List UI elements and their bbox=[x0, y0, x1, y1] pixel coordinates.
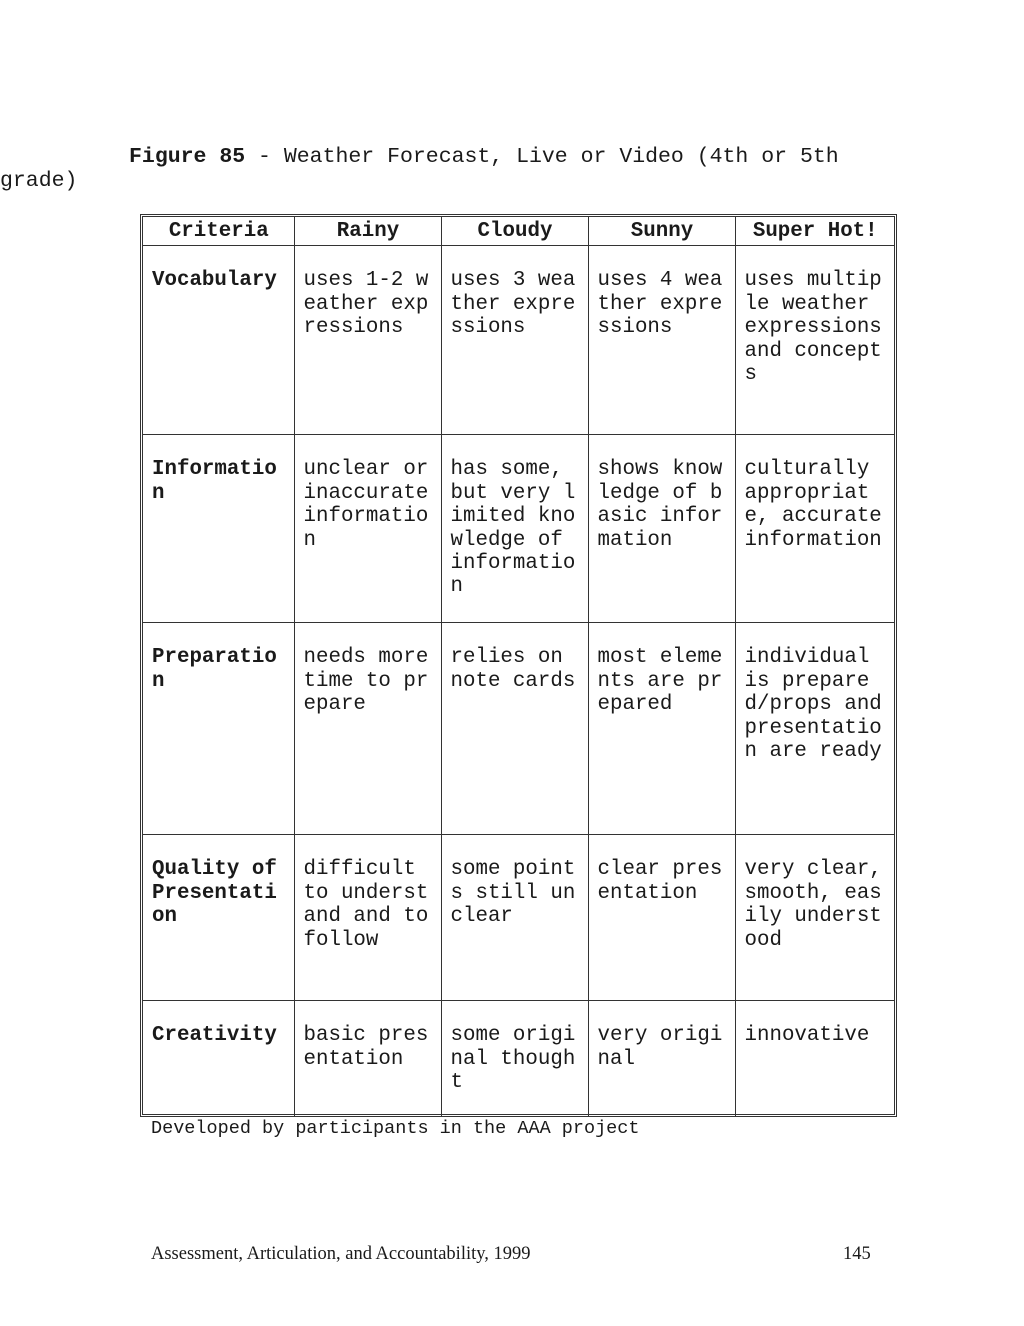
rubric-cell: basic presentation bbox=[294, 1001, 441, 1117]
criterion-cell: Preparation bbox=[143, 623, 294, 835]
table-row bbox=[143, 623, 894, 835]
criterion-cell: Quality of Presentation bbox=[143, 835, 294, 1001]
rubric-cell: clear presentation bbox=[588, 835, 735, 1001]
footer-title: Assessment, Articulation, and Accountability, 1999 bbox=[151, 1244, 531, 1264]
rubric-cell: uses 1-2 weather expressions bbox=[294, 246, 441, 435]
criterion-cell: Creativity bbox=[143, 1001, 294, 1117]
figure-title: - Weather Forecast, Live or Video (4th or 5th bbox=[245, 145, 839, 169]
header-rainy: Rainy bbox=[294, 217, 441, 246]
rubric-cell: uses 3 weather expressions bbox=[441, 246, 588, 435]
figure-label: Figure 85 bbox=[129, 145, 246, 169]
rubric-cell: some original thought bbox=[441, 1001, 588, 1117]
rubric-table bbox=[140, 214, 897, 1117]
rubric-cell: very original bbox=[588, 1001, 735, 1117]
header-sunny: Sunny bbox=[588, 217, 735, 246]
rubric-cell: has some, but very limited knowledge of information bbox=[441, 435, 588, 623]
header-cloudy: Cloudy bbox=[441, 217, 588, 246]
table-row bbox=[143, 835, 894, 1001]
rubric-cell: culturally appropriate, accurate information bbox=[735, 435, 894, 623]
rubric-cell: difficult to understand and to follow bbox=[294, 835, 441, 1001]
rubric-cell: uses multiple weather expressions and concepts bbox=[735, 246, 894, 435]
rubric-cell: uses 4 weather expressions bbox=[588, 246, 735, 435]
criterion-cell: Information bbox=[143, 435, 294, 623]
rubric-cell: individual is prepared/props and presentation are ready bbox=[735, 623, 894, 835]
header-criteria: Criteria bbox=[143, 217, 294, 246]
rubric-cell: relies on note cards bbox=[441, 623, 588, 835]
table-row bbox=[143, 435, 894, 623]
credit-note: Developed by participants in the AAA project bbox=[151, 1118, 640, 1139]
figure-title-continued: grade) bbox=[0, 169, 78, 193]
header-super-hot: Super Hot! bbox=[735, 217, 894, 246]
rubric-cell: very clear, smooth, easily understood bbox=[735, 835, 894, 1001]
page-number: 145 bbox=[843, 1244, 871, 1264]
rubric-cell: some points still unclear bbox=[441, 835, 588, 1001]
table-row bbox=[143, 1001, 894, 1117]
rubric-cell: needs more time to prepare bbox=[294, 623, 441, 835]
rubric-cell: shows knowledge of basic information bbox=[588, 435, 735, 623]
rubric-cell: unclear or inaccurate information bbox=[294, 435, 441, 623]
rubric-cell: most elements are prepared bbox=[588, 623, 735, 835]
rubric-cell: innovative bbox=[735, 1001, 894, 1117]
table-row bbox=[143, 246, 894, 435]
criterion-cell: Vocabulary bbox=[143, 246, 294, 435]
figure-caption bbox=[0, 145, 1010, 193]
